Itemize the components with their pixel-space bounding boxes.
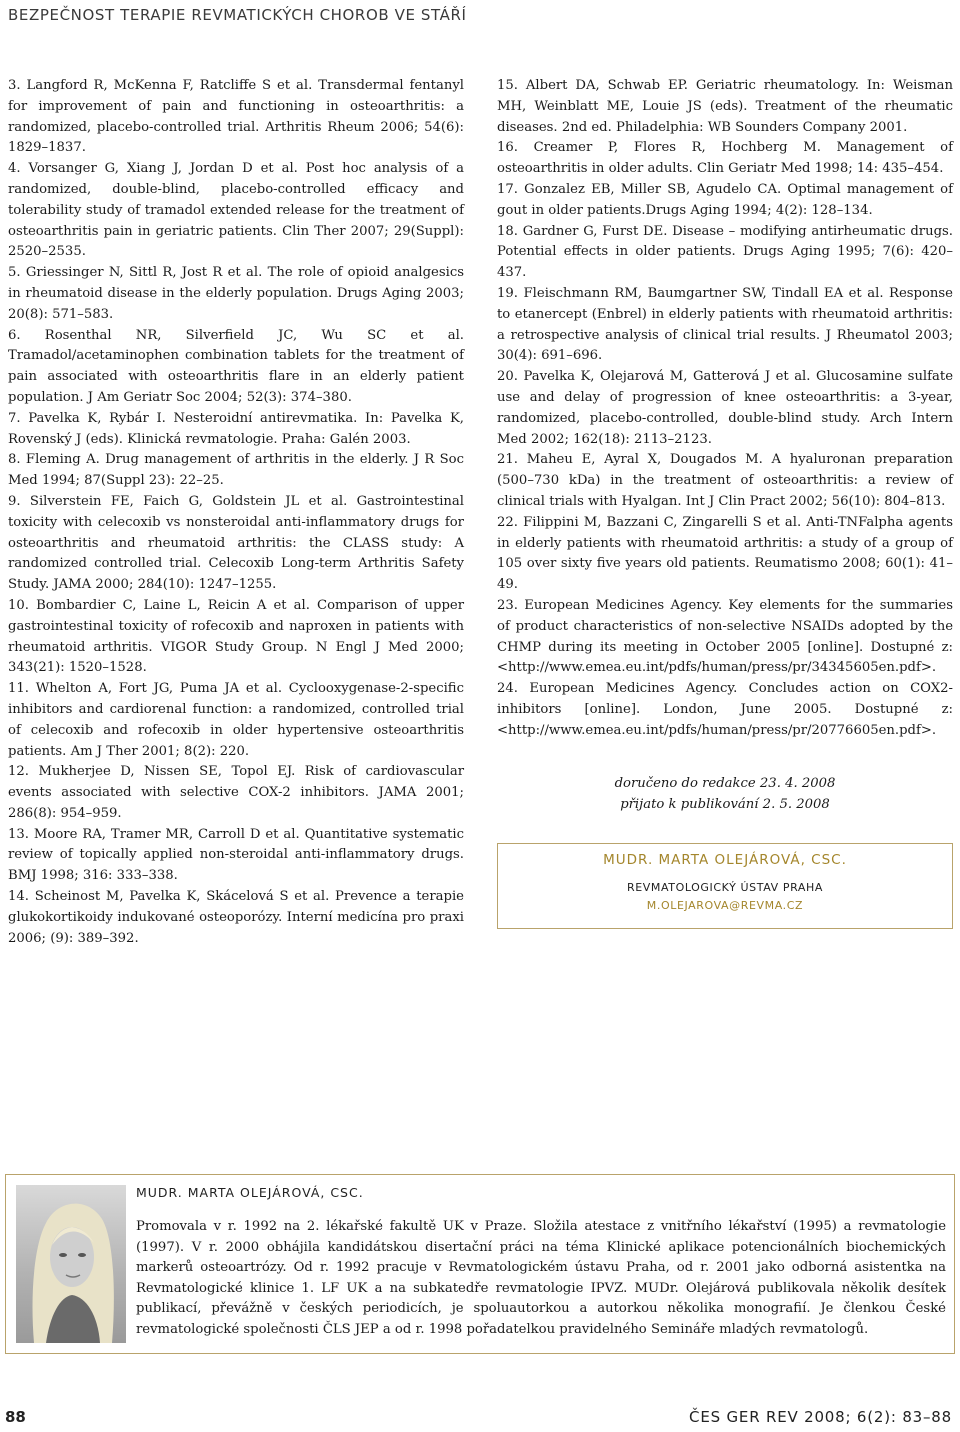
bio-name: MUDR. MARTA OLEJÁROVÁ, CSC.	[136, 1185, 364, 1200]
reference-item: 15. Albert DA, Schwab EP. Geriatric rheumatology. In: Weisman MH, Weinblatt ME, Louie JS (eds). Treatment of the rheumatic diseases. 2nd ed. Philadelphia: WB Sounders Company 2001.	[497, 78, 953, 135]
reference-item: 14. Scheinost M, Pavelka K, Skácelová S et al. Prevence a terapie glukokortikoidy indukované osteoporózy. Interní medicína pro praxi 2006; (9): 389–392.	[8, 889, 464, 946]
reference-item: 10. Bombardier C, Laine L, Reicin A et al. Comparison of upper gastrointestinal toxicity of rofecoxib and naproxen in patients with rheumatoid arthritis. VIGOR Study Group. N Engl J Med 2000; 343(21): 1520–1528.	[8, 597, 464, 676]
author-photo	[16, 1185, 126, 1343]
reference-item: 4. Vorsanger G, Xiang J, Jordan D et al. Post hoc analysis of a randomized, double-blind, placebo-controlled efficacy and tolerability study of tramadol extended release for the treatment of osteoarthritis pain in geriatric patients. Clin Ther 2007; 29(Suppl): 2520–2535.	[8, 161, 464, 260]
reference-item: 17. Gonzalez EB, Miller SB, Agudelo CA. Optimal management of gout in older patients.Drugs Aging 1994; 4(2): 128–134.	[497, 181, 953, 218]
reference-item: 6. Rosenthal NR, Silverfield JC, Wu SC et al. Tramadol/acetaminophen combination tablets for the treatment of pain associated with osteoarthritis flare in an elderly patient population. J Am Geriatr Soc 2004; 52(3): 374–380.	[8, 327, 464, 405]
author-institution: REVMATOLOGICKÝ ÚSTAV PRAHA	[626, 881, 824, 894]
reference-item: 20. Pavelka K, Olejarová M, Gatterová J et al. Glucosamine sulfate use and delay of progression of knee osteoarthritis: a 3-year, randomized, placebo-controlled, double-blind study. Arch Intern Med 2002; 162(18): 2113–2123.	[497, 369, 953, 447]
reference-item: 21. Maheu E, Ayral X, Dougados M. A hyaluronan preparation (500–730 kDa) in the treatment of osteoarthritis: a review of clinical trials with Hyalgan. Int J Clin Pract 2002; 56(10): 804–813.	[497, 452, 953, 509]
author-contact-box	[497, 843, 953, 929]
reference-item: 16. Creamer P, Flores R, Hochberg M. Management of osteoarthritis in older adults. Clin Geriatr Med 1998; 14: 435–454.	[497, 140, 953, 177]
received-date: doručeno do redakce 23. 4. 2008	[614, 776, 836, 791]
running-header: BEZPEČNOST TERAPIE REVMATICKÝCH CHOROB VE STÁŘÍ	[8, 6, 467, 24]
reference-item: 24. European Medicines Agency. Concludes action on COX2-inhibitors [online]. London, June 2005. Dostupné z: <http://www.emea.eu.int/pdfs/human/press/pr/20776605en.pdf>.	[497, 681, 953, 738]
accepted-date: přijato k publikování 2. 5. 2008	[620, 796, 830, 812]
author-name: MUDR. MARTA OLEJÁROVÁ, CSC.	[603, 852, 847, 868]
reference-item: 11. Whelton A, Fort JG, Puma JA et al. Cyclooxygenase-2-specific inhibitors and cardiorenal function: a randomized, controlled trial of celecoxib and rofecoxib in older hypertensive osteoarthritis patients. Am J Ther 2001; 8(2): 220.	[8, 681, 464, 759]
portrait-illustration	[16, 1185, 126, 1343]
bio-text: Promovala v r. 1992 na 2. lékařské fakultě UK v Praze. Složila atestace z vnitřního lékařství (1995) a revmatologie (1997). V r. 2000 obhájila kandidátskou disertační práci na téma Klinické aplikace potencionálních biochemických markerů osteoartrózy. Od r. 1992 pracuje v Revmatologickém ústavu Praha, od r. 2001 jako odborná asistentka na Revmatologické klinice 1. LF UK a na subkatedře revmatologie IPVZ. MUDr. Olejárová publikovala několik desítek publikací, převážně v českých periodicích, je spoluautorkou a autorkou několika monografií. Je členkou České revmatologické společnosti ČLS JEP a od r. 1998 pořadatelkou pravidelného Semináře mladých revmatologů.	[136, 1219, 946, 1337]
reference-item: 8. Fleming A. Drug management of arthritis in the elderly. J R Soc Med 1994; 87(Suppl 23): 22–25.	[8, 452, 464, 489]
reference-item: 23. European Medicines Agency. Key elements for the summaries of product characteristics of non-selective NSAIDs adopted by the CHMP during its meeting in October 2005 [online]. Dostupné z: <http://www.emea.eu.int/pdfs/human/press/pr/34345605en.pdf>.	[497, 597, 953, 676]
references-left-column	[8, 76, 464, 949]
reference-item: 18. Gardner G, Furst DE. Disease – modifying antirheumatic drugs. Potential effects in older patients. Drugs Aging 1995; 7(6): 420–437.	[497, 223, 953, 281]
reference-item: 7. Pavelka K, Rybár I. Nesteroidní antirevmatika. In: Pavelka K, Rovenský J (eds). Klinická revmatologie. Praha: Galén 2003.	[8, 410, 464, 447]
reference-item: 13. Moore RA, Tramer MR, Carroll D et al. Quantitative systematic review of topically applied non-steroidal anti-inflammatory drugs. BMJ 1998; 316: 333–338.	[8, 826, 464, 884]
author-bio-box	[5, 1174, 955, 1354]
references-right-column	[497, 76, 953, 742]
journal-citation: ČES GER REV 2008; 6(2): 83–88	[689, 1408, 952, 1426]
reference-item: 3. Langford R, McKenna F, Ratcliffe S et al. Transdermal fentanyl for improvement of pain and functioning in osteoarthritis: a randomized, placebo-controlled trial. Arthritis Rheum 2006; 54(6): 1829–1837.	[8, 78, 464, 156]
submission-dates	[497, 774, 953, 816]
reference-item: 5. Griessinger N, Sittl R, Jost R et al. The role of opioid analgesics in rheumatoid disease in the elderly population. Drugs Aging 2003; 20(8): 571–583.	[8, 265, 464, 322]
page-number: 88	[5, 1408, 26, 1426]
reference-item: 19. Fleischmann RM, Baumgartner SW, Tindall EA et al. Response to etanercept (Enbrel) in elderly patients with rheumatoid arthritis: a retrospective analysis of clinical trial results. J Rheumatol 2003; 30(4): 691–696.	[497, 285, 953, 364]
author-email[interactable]: M.OLEJAROVA@REVMA.CZ	[646, 899, 804, 912]
reference-item: 9. Silverstein FE, Faich G, Goldstein JL et al. Gastrointestinal toxicity with celecoxib vs nonsteroidal anti-inflammatory drugs for osteoarthritis and rheumatoid arthritis: the CLASS study: A randomized controlled trial. Celecoxib Long-term Arthritis Safety Study. JAMA 2000; 284(10): 1247–1255.	[8, 493, 464, 593]
reference-item: 12. Mukherjee D, Nissen SE, Topol EJ. Risk of cardiovascular events associated with selective COX-2 inhibitors. JAMA 2001; 286(8): 954–959.	[8, 764, 465, 821]
reference-item: 22. Filippini M, Bazzani C, Zingarelli S et al. Anti-TNFalpha agents in elderly patients with rheumatoid arthritis: a study of a group of 105 over sixty five years old patients. Reumatismo 2008; 60(1): 41–49.	[497, 514, 953, 593]
